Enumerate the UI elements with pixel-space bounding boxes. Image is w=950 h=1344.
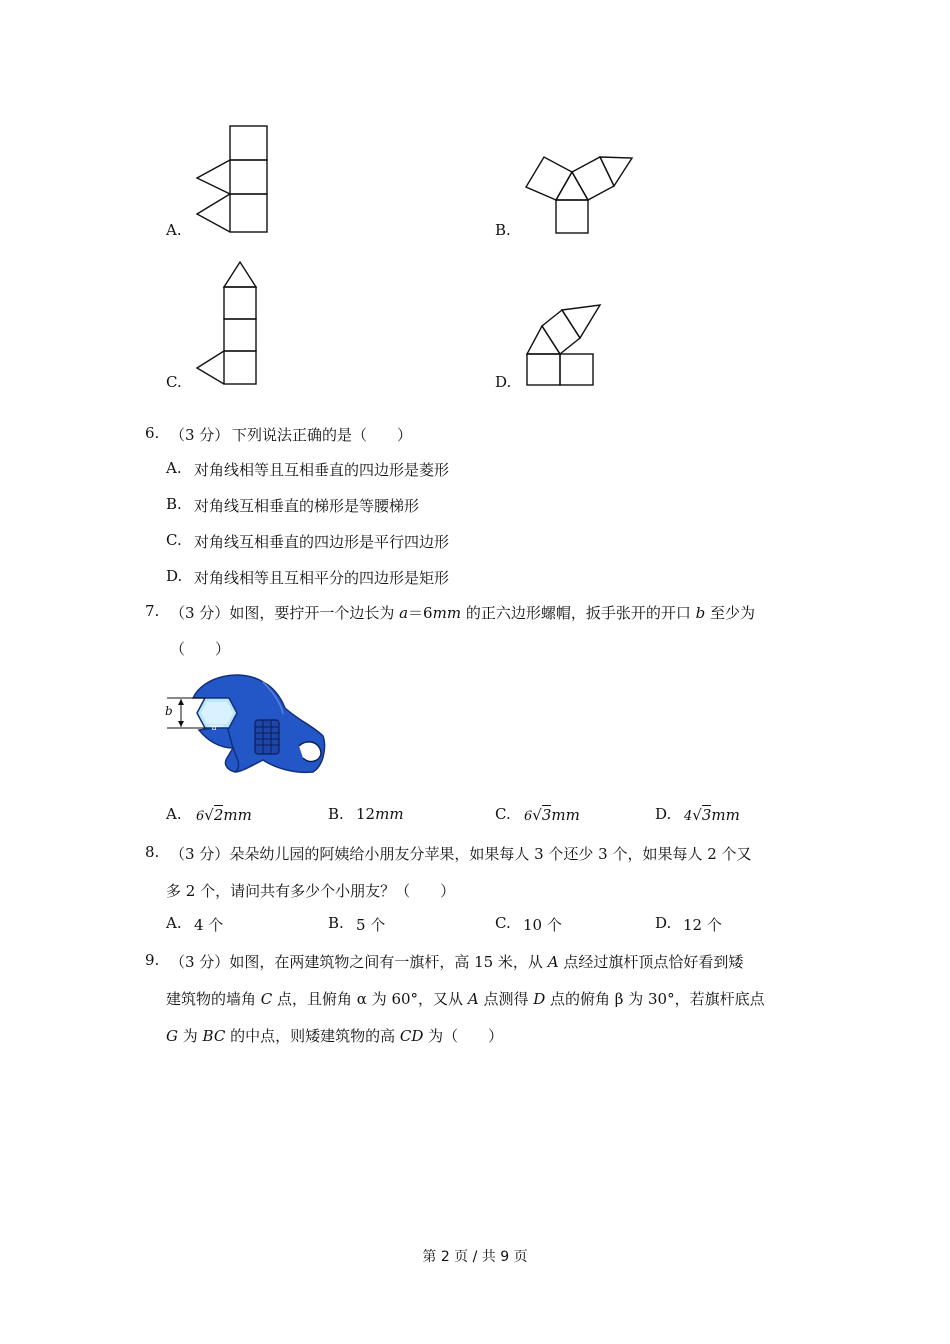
q6-option-d-letter: D. <box>166 567 183 585</box>
q9-l2-part1: 建筑物的墙角 <box>166 990 261 1008</box>
q7-option-c-radicand: 3 <box>541 806 552 824</box>
q7-stem-part1: 如图，要拧开一个边长为 <box>229 604 400 622</box>
q9-l1-part1: 如图，在两建筑物之间有一旗杆，高 15 米，从 <box>229 953 548 971</box>
q9-l3-part1: 为 <box>177 1027 203 1045</box>
page-footer: 第 2 页 / 共 9 页 <box>422 1249 528 1265</box>
q7-number: 7. <box>145 602 160 620</box>
q7-option-c-letter: C. <box>495 805 511 823</box>
q8-option-c-text: 10 个 <box>523 916 562 934</box>
q9-number: 9. <box>145 951 160 969</box>
q5-net-d-figure <box>520 298 610 393</box>
q9-l2-part4: 点的俯角 β 为 30°，若旗杆底点 <box>545 990 765 1008</box>
q7-var-a: a <box>399 604 409 622</box>
q9-l3-part2: 的中点，则矮建筑物的高 <box>225 1027 400 1045</box>
q7-option-c-unit: mm <box>551 806 580 824</box>
q9-l2-point-d: D <box>533 990 546 1008</box>
sqrt-icon: √ <box>204 806 214 824</box>
q6-score: （3 分） <box>170 426 230 444</box>
q7-option-c-coef: 6 <box>524 809 533 824</box>
q8-option-d-letter: D. <box>655 914 672 932</box>
q7-var-b: b <box>695 604 706 622</box>
q9-l1-point-a: A <box>547 953 559 971</box>
q9-l3-part3: 为（ ） <box>423 1027 504 1045</box>
q7-option-d-coef: 4 <box>684 809 693 824</box>
q6-option-d-text: 对角线相等且互相平分的四边形是矩形 <box>194 569 450 587</box>
q9-l2-point-c: C <box>260 990 273 1008</box>
sqrt-icon: √ <box>692 806 702 824</box>
q7-unit: mm <box>432 604 462 622</box>
q8-number: 8. <box>145 843 160 861</box>
q8-line1-text: 朵朵幼儿园的阿姨给小朋友分苹果，如果每人 3 个还少 3 个，如果每人 2 个又 <box>229 845 752 863</box>
q7-option-b-unit: mm <box>375 805 404 823</box>
q6-option-b-text: 对角线互相垂直的梯形是等腰梯形 <box>194 497 420 515</box>
q7-option-a-radicand: 2 <box>213 806 224 824</box>
q7-option-a-letter: A. <box>166 805 182 823</box>
q7-score: （3 分） <box>170 604 230 622</box>
q9-l2-part3: 点测得 <box>478 990 534 1008</box>
q7-option-b-letter: B. <box>328 805 344 823</box>
wrench-label-b: b <box>165 704 173 718</box>
q8-option-b-text: 5 个 <box>356 916 386 934</box>
q5-net-c-figure <box>190 256 280 391</box>
q7-option-d-letter: D. <box>655 805 672 823</box>
q7-stem <box>170 602 755 623</box>
q9-l3-segment-cd: CD <box>399 1027 424 1045</box>
wrench-icon <box>163 668 328 778</box>
q6-stem: 下列说法正确的是（ ） <box>232 426 413 444</box>
wrench-label-a: a <box>212 723 217 732</box>
q9-l2-part2: 点，且俯角 α 为 60°，又从 <box>272 990 468 1008</box>
sqrt-icon: √ <box>532 806 542 824</box>
q9-l3-segment-bc: BC <box>202 1027 226 1045</box>
q7-option-d-radicand: 3 <box>701 806 712 824</box>
q7-option-b-number: 12 <box>356 805 376 823</box>
q9-stem-line3 <box>166 1025 503 1046</box>
q9-stem-line1 <box>170 951 743 972</box>
q6-option-c-text: 对角线互相垂直的四边形是平行四边形 <box>194 533 450 551</box>
q6-option-a-text: 对角线相等且互相垂直的四边形是菱形 <box>194 461 450 479</box>
q8-option-a-text: 4 个 <box>194 916 224 934</box>
q5-net-a-figure <box>190 120 280 240</box>
q8-option-d-text: 12 个 <box>683 916 722 934</box>
q5-option-a-label: A. <box>166 221 182 239</box>
q7-option-a-coef: 6 <box>196 809 205 824</box>
q6-option-c-letter: C. <box>166 531 182 549</box>
q8-stem-line2: 多 2 个，请问共有多少个小朋友？（ ） <box>166 882 456 900</box>
q5-option-d-label: D. <box>495 373 512 391</box>
q8-stem-line1 <box>170 843 752 864</box>
wrench-figure <box>163 668 328 778</box>
q7-option-a-unit: mm <box>223 806 252 824</box>
q7-option-a-value <box>196 806 252 824</box>
q8-option-a-letter: A. <box>166 914 182 932</box>
q5-net-b-figure <box>520 150 640 240</box>
q8-score: （3 分） <box>170 845 230 863</box>
q9-stem-line2 <box>166 988 765 1009</box>
q9-l1-part2: 点经过旗杆顶点恰好看到矮 <box>558 953 744 971</box>
q7-option-d-unit: mm <box>711 806 740 824</box>
q6-option-a-letter: A. <box>166 459 182 477</box>
q9-l2-point-a: A <box>467 990 479 1008</box>
q5-option-b-label: B. <box>495 221 511 239</box>
q7-answer-paren: （ ） <box>170 640 231 658</box>
q6-number: 6. <box>145 424 160 442</box>
q7-stem-part2: 的正六边形螺帽，扳手张开的开口 <box>461 604 696 622</box>
q8-option-b-letter: B. <box>328 914 344 932</box>
q7-eq: ＝6 <box>408 604 433 622</box>
q7-option-d-value <box>684 806 740 824</box>
q7-option-b-value <box>356 805 404 823</box>
q9-l3-point-g: G <box>166 1027 178 1045</box>
q7-stem-part3: 至少为 <box>705 604 755 622</box>
q6-option-b-letter: B. <box>166 495 182 513</box>
q8-option-c-letter: C. <box>495 914 511 932</box>
q5-option-c-label: C. <box>166 373 182 391</box>
q7-option-c-value <box>524 806 580 824</box>
q9-score: （3 分） <box>170 953 230 971</box>
